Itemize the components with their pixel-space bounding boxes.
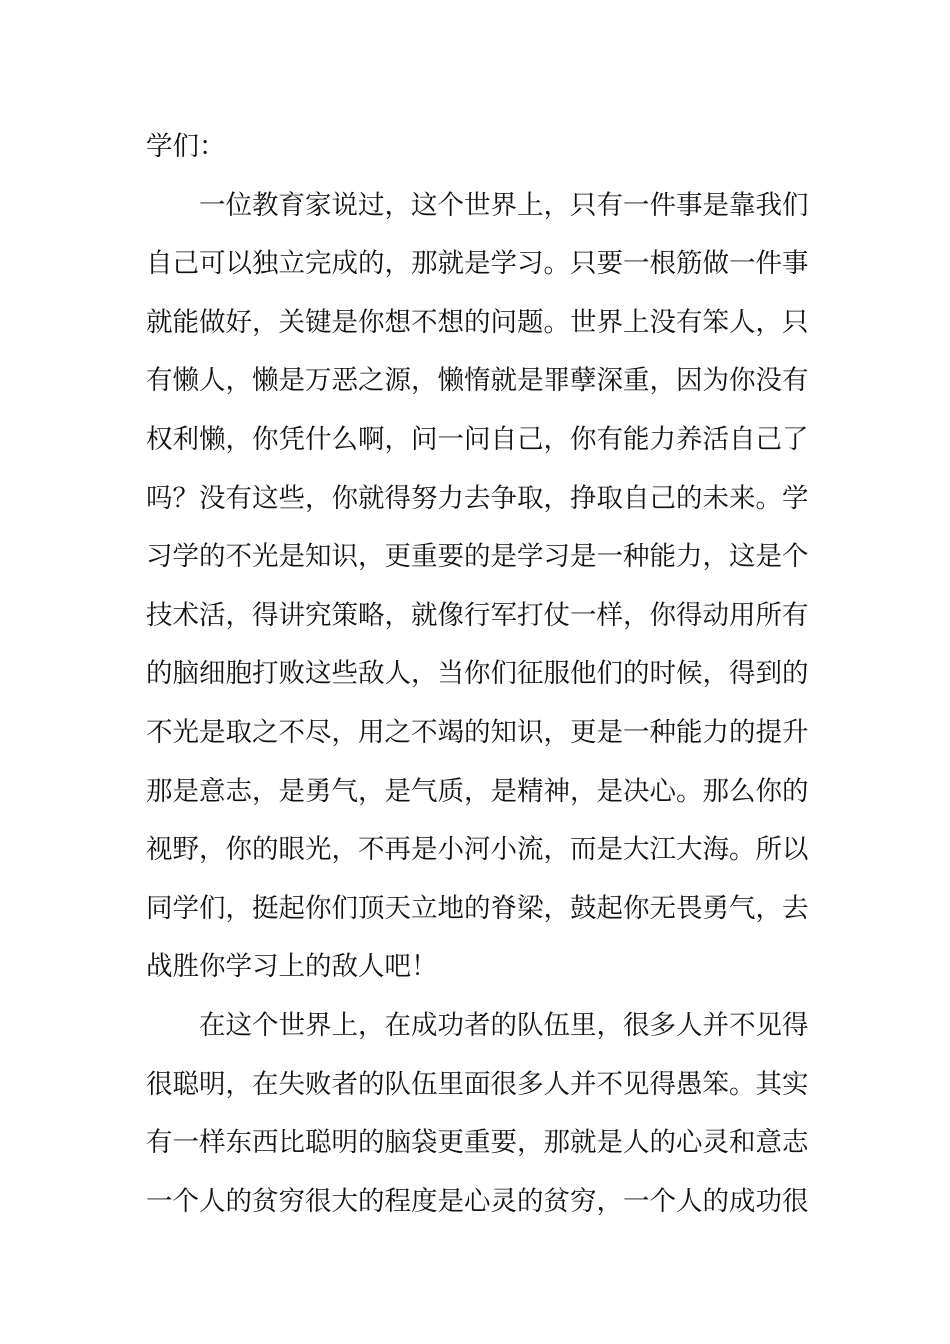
text-line: 很聪明，在失败者的队伍里面很多人并不见得愚笨。其实	[146, 1068, 809, 1100]
paragraph-1-last-line: 战胜你学习上的敌人吧！	[146, 951, 438, 983]
text-line: 学们：	[146, 131, 226, 162]
text-line: 技术活，得讲究策略，就像行军打仗一样，你得动用所有	[146, 599, 809, 631]
paragraph-1-first-line: 一位教育家说过，这个世界上，只有一件事是靠我们	[199, 189, 809, 221]
text-line: 的脑细胞打败这些敌人，当你们征服他们的时候，得到的	[146, 658, 809, 690]
speech-text	[146, 118, 809, 1231]
paragraph-2-first-line: 在这个世界上，在成功者的队伍里，很多人并不见得	[199, 1009, 809, 1041]
text-line: 吗？没有这些，你就得努力去争取，挣取自己的未来。学	[146, 482, 809, 514]
text-line: 有一样东西比聪明的脑袋更重要，那就是人的心灵和意志	[146, 1127, 809, 1159]
text-line: 有懒人，懒是万恶之源，懒惰就是罪孽深重，因为你没有	[146, 365, 809, 397]
text-line: 不光是取之不尽，用之不竭的知识，更是一种能力的提升	[146, 716, 809, 748]
text-line: 一个人的贫穷很大的程度是心灵的贫穷，一个人的成功很	[146, 1185, 809, 1217]
text-line: 就能做好，关键是你想不想的问题。世界上没有笨人，只	[146, 306, 809, 338]
text-line: 视野，你的眼光，不再是小河小流，而是大江大海。所以	[146, 834, 809, 866]
text-line: 习学的不光是知识，更重要的是学习是一种能力，这是个	[146, 541, 809, 573]
text-line: 权利懒，你凭什么啊，问一问自己，你有能力养活自己了	[146, 423, 809, 455]
text-line: 那是意志，是勇气，是气质，是精神，是决心。那么你的	[146, 775, 809, 807]
text-line: 自己可以独立完成的，那就是学习。只要一根筋做一件事	[146, 248, 809, 280]
text-line: 同学们，挺起你们顶天立地的脊梁，鼓起你无畏勇气，去	[146, 892, 809, 924]
